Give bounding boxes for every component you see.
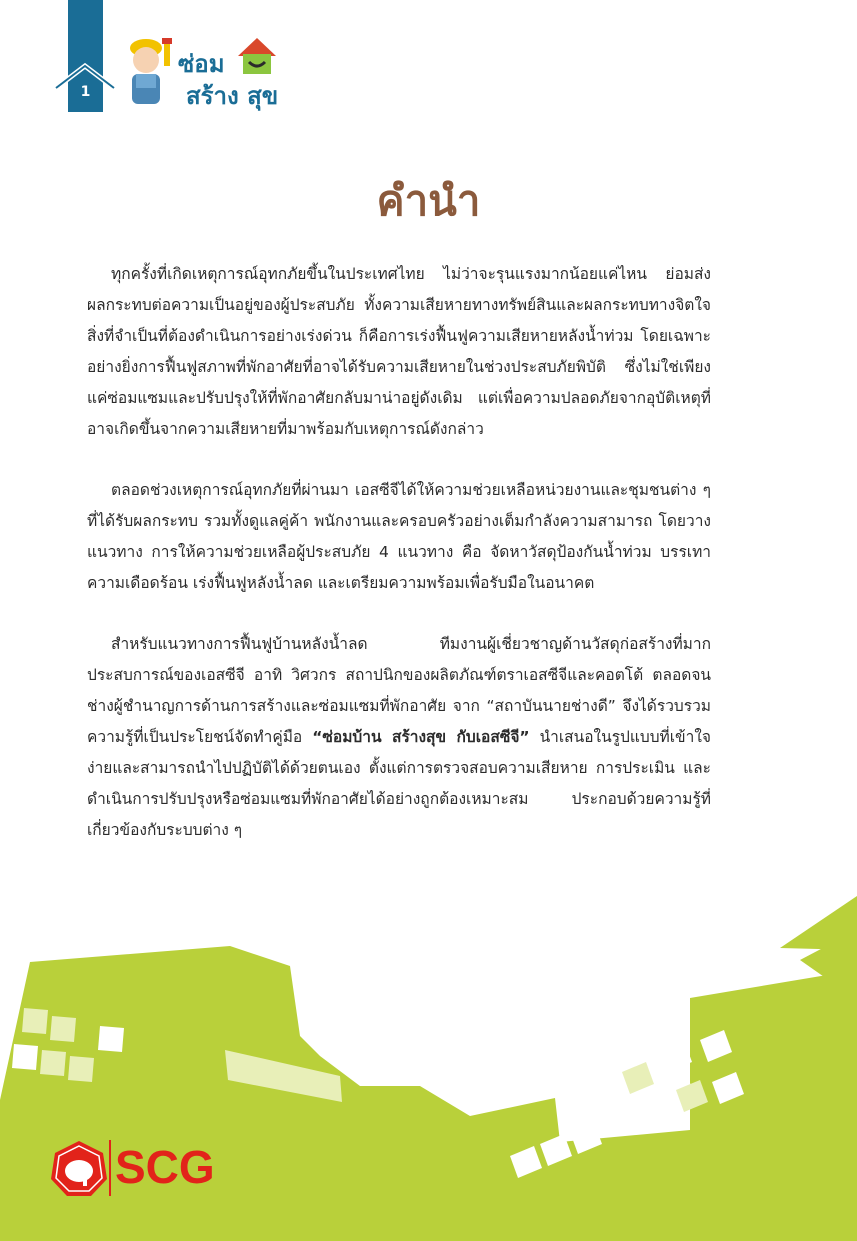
paragraph-3 [87, 629, 711, 846]
page-number: 1 [80, 84, 91, 100]
brand-line1: ซ่อม [178, 50, 225, 78]
page-title: คำนำ [376, 176, 481, 225]
mascot-icon [122, 30, 178, 108]
brand-line2: สร้าง สุข [186, 82, 279, 110]
logo-divider [109, 1140, 111, 1196]
scg-elephant-logo [50, 1140, 108, 1198]
manual-title: “ซ่อมบ้าน สร้างสุข กับเอสซีจี” [312, 728, 530, 746]
body-text [87, 259, 711, 876]
house-logo-icon [236, 36, 278, 76]
paragraph-3-start: สำหรับแนวทางการฟื้นฟูบ้านหลังน้ำลด ทีมงานผู้เชี่ยวชาญด้านวัสดุก่อสร้างที่มากประสบการณ์ของเอสซีจี อาทิ วิศวกร สถาปนิกของผลิตภัณฑ์ตราเอสซีจีและคอตโต้ ตลอดจนช่างผู้ชำนาญการด้านการสร้างและซ่อมแซมที่พักอาศัย จาก “สถาบันนายช่างดี” จึงได้รวบรวมความรู้ที่เป็นประโยชน์จัดทำคู่มือ [87, 635, 711, 746]
scg-logo-text: SCG [115, 1141, 215, 1193]
paragraph-1: ทุกครั้งที่เกิดเหตุการณ์อุทกภัยขึ้นในประเทศไทย ไม่ว่าจะรุนแรงมากน้อยแค่ไหน ย่อมส่งผลกระทบต่อความเป็นอยู่ของผู้ประสบภัย ทั้งความเสียหายทางทรัพย์สินและผลกระทบทางจิตใจ สิ่งที่จำเป็นที่ต้องดำเนินการอย่างเร่งด่วน ก็คือการเร่งฟื้นฟูความเสียหายหลังน้ำท่วม โดยเฉพาะอย่างยิ่งการฟื้นฟูสภาพที่พักอาศัยที่อาจได้รับความเสียหายในช่วงประสบภัยพิบัติ ซึ่งไม่ใช่เพียงแค่ซ่อมแซมและปรับปรุงให้ที่พักอาศัยกลับมาน่าอยู่ดังเดิม แต่เพื่อความปลอดภัยจากอุบัติเหตุที่อาจเกิดขึ้นจากความเสียหายที่มาพร้อมกับเหตุการณ์ดังกล่าว [87, 265, 711, 438]
paragraph-2: ตลอดช่วงเหตุการณ์อุทกภัยที่ผ่านมา เอสซีจีได้ให้ความช่วยเหลือหน่วยงานและชุมชนต่าง ๆ ที่ได้รับผลกระทบ รวมทั้งดูแลคู่ค้า พนักงานและครอบครัวอย่างเต็มกำลังความสามารถ โดยวางแนวทาง การให้ความช่วยเหลือผู้ประสบภัย 4 แนวทาง คือ จัดหาวัสดุป้องกันน้ำท่วม บรรเทาความเดือดร้อน เร่งฟื้นฟูหลังน้ำลด และเตรียมความพร้อมเพื่อรับมือในอนาคต [87, 481, 711, 592]
paragraph-3-end: นำเสนอในรูปแบบที่เข้าใจง่ายและสามารถนำไปปฏิบัติได้ด้วยตนเอง ตั้งแต่การตรวจสอบความเสียหาย การประเมิน และดำเนินการปรับปรุงหรือซ่อมแซมที่พักอาศัยได้อย่างถูกต้องเหมาะสม ประกอบด้วยความรู้ที่เกี่ยวข้องกับระบบต่าง ๆ [87, 728, 712, 839]
